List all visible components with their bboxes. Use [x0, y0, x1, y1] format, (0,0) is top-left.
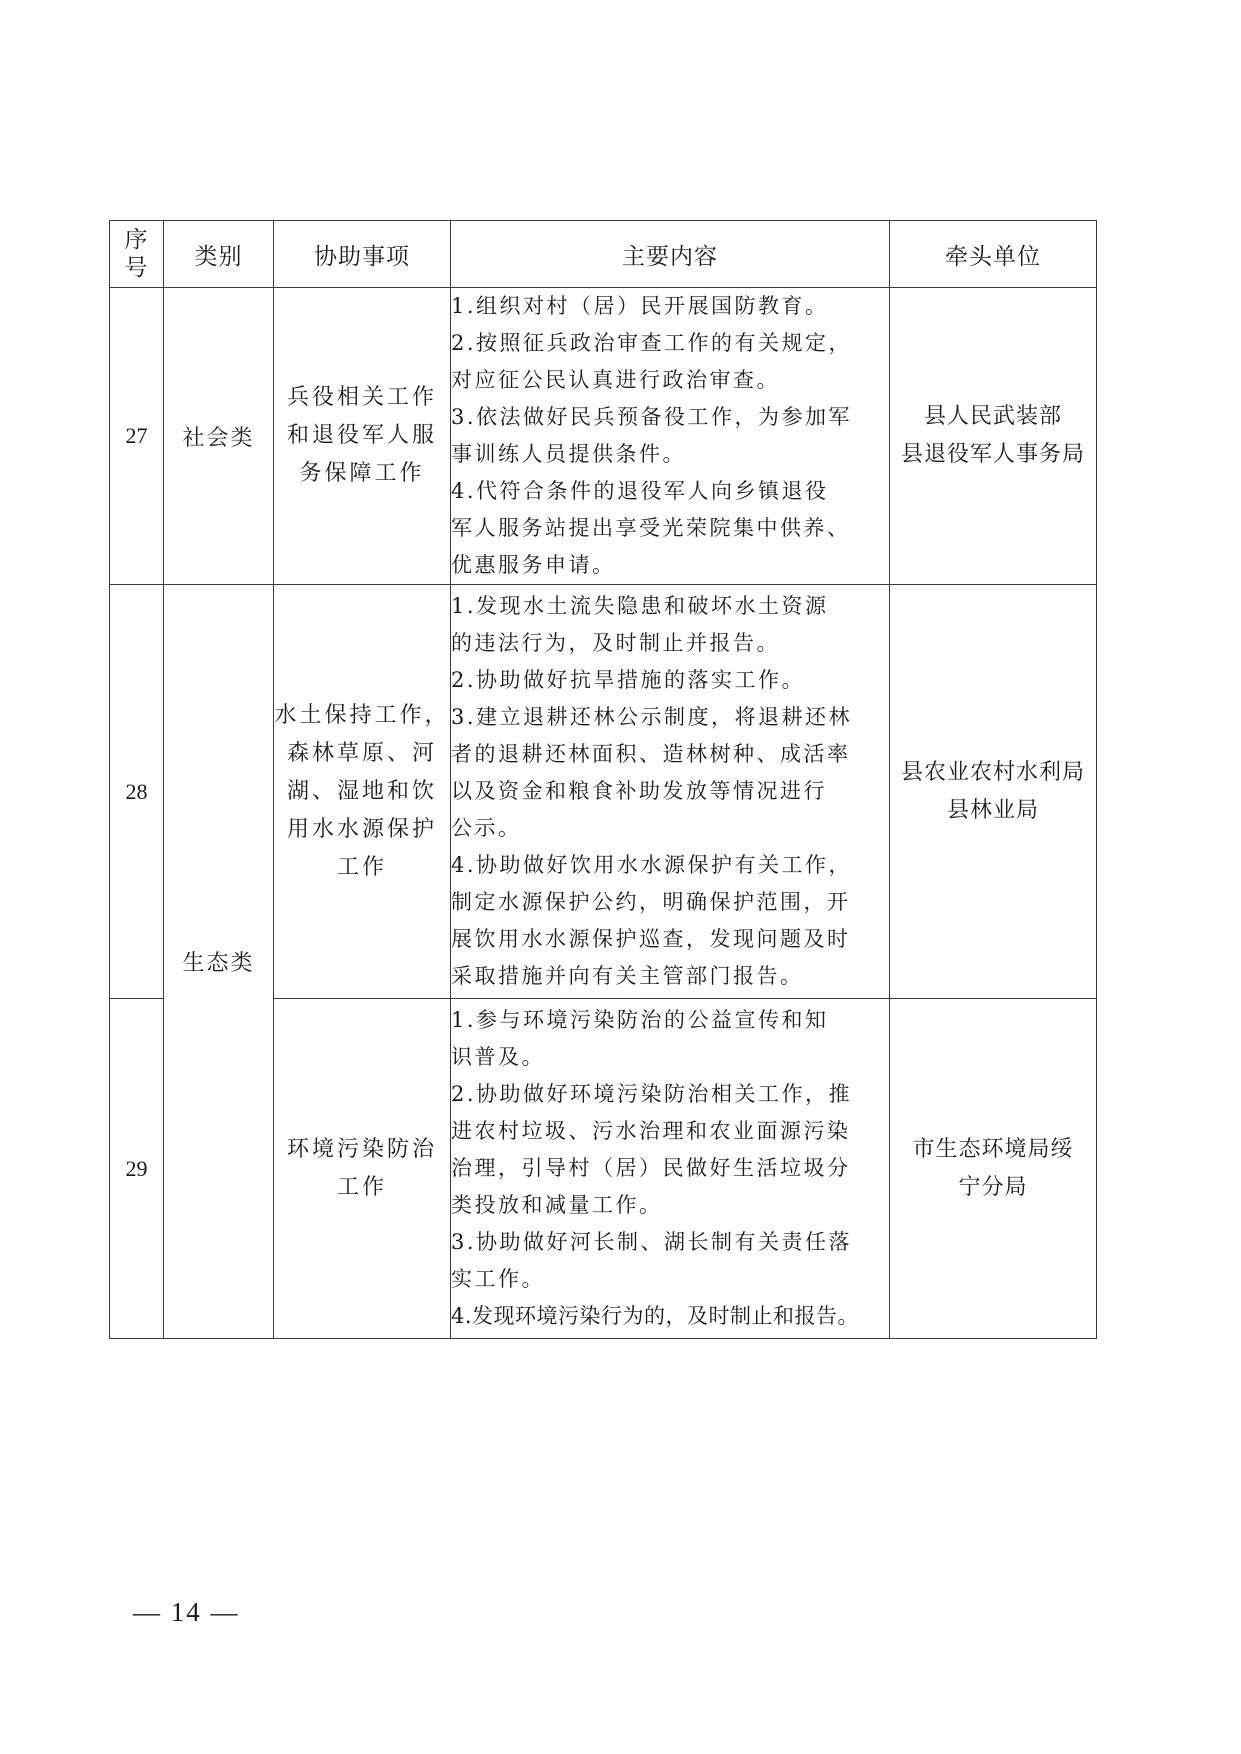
content-line: 4.协助做好饮用水水源保护有关工作， — [451, 853, 853, 877]
content-line: 以及资金和粮食补助发放等情况进行 — [451, 779, 827, 803]
header-category: 类别 — [164, 221, 274, 288]
content-line: 军人服务站提出享受光荣院集中供养、 — [451, 516, 851, 540]
item-line: 工作 — [336, 854, 387, 880]
row-number: 27 — [110, 288, 164, 585]
item-line: 水土保持工作， — [274, 702, 450, 728]
content-line: 3.建立退耕还林公示制度，将退耕还林 — [451, 705, 853, 729]
lead-line: 县林业局 — [946, 797, 1039, 823]
content-line: 制定水源保护公约，明确保护范围，开 — [451, 890, 851, 914]
content-line: 4.发现环境污染行为的，及时制止和报告。 — [451, 1304, 860, 1328]
content-line: 进农村垃圾、污水治理和农业面源污染 — [451, 1119, 851, 1143]
row-category: 社会类 — [164, 288, 274, 585]
content-line: 展饮用水水源保护巡查，发现问题及时 — [451, 927, 851, 951]
lead-line: 宁分局 — [958, 1174, 1028, 1200]
responsibility-table — [109, 220, 1097, 1339]
item-line: 和退役军人服 — [286, 423, 437, 448]
row-number: 29 — [110, 999, 164, 1339]
content-line: 公示。 — [451, 816, 522, 840]
header-serial-number — [110, 221, 164, 288]
header-assist-item: 协助事项 — [274, 221, 451, 288]
content-line: 1.发现水土流失隐患和破坏水土资源 — [451, 594, 829, 618]
item-line: 务保障工作 — [299, 461, 425, 486]
item-line: 兵役相关工作 — [286, 385, 437, 410]
header-serial-line: 号 — [124, 255, 149, 281]
content-line: 3.协助做好河长制、湖长制有关责任落 — [451, 1230, 853, 1254]
row-assist-item — [274, 585, 451, 999]
table-row — [110, 585, 1097, 999]
content-line: 1.参与环境污染防治的公益宣传和知 — [451, 1008, 829, 1032]
row-assist-item — [274, 999, 451, 1339]
content-line: 识普及。 — [451, 1045, 545, 1069]
row-lead-unit — [890, 999, 1097, 1339]
lead-line: 市生态环境局绥 — [912, 1136, 1074, 1162]
content-line: 者的退耕还林面积、造林树种、成活率 — [451, 742, 851, 766]
content-line: 对应征公民认真进行政治审查。 — [451, 368, 780, 392]
content-line: 采取措施并向有关主管部门报告。 — [451, 964, 804, 988]
content-line: 优惠服务申请。 — [451, 553, 616, 577]
item-line: 湖、湿地和饮 — [286, 778, 437, 804]
header-main-content: 主要内容 — [451, 221, 890, 288]
table-row — [110, 288, 1097, 585]
content-line: 的违法行为，及时制止并报告。 — [451, 631, 780, 655]
content-line: 实工作。 — [451, 1267, 545, 1291]
content-line: 3.依法做好民兵预备役工作，为参加军 — [451, 405, 853, 429]
content-line: 2.协助做好抗旱措施的落实工作。 — [451, 668, 806, 692]
row-main-content — [451, 288, 890, 585]
content-line: 2.协助做好环境污染防治相关工作，推 — [451, 1082, 853, 1106]
lead-line: 县农业农村水利局 — [900, 759, 1085, 785]
item-line: 工作 — [336, 1174, 387, 1200]
content-line: 类投放和减量工作。 — [451, 1193, 663, 1217]
row-category: 生态类 — [164, 585, 274, 1339]
content-line: 治理，引导村（居）民做好生活垃圾分 — [451, 1156, 851, 1180]
lead-line: 县退役军人事务局 — [900, 442, 1085, 467]
page-number: — 14 — — [133, 1597, 240, 1627]
row-lead-unit — [890, 288, 1097, 585]
content-line: 1.组织对村（居）民开展国防教育。 — [451, 294, 829, 318]
item-line: 森林草原、河 — [286, 740, 437, 766]
content-line: 2.按照征兵政治审查工作的有关规定， — [451, 331, 853, 355]
row-main-content — [451, 585, 890, 999]
lead-line: 县人民武装部 — [923, 404, 1062, 429]
content-line: 4.代符合条件的退役军人向乡镇退役 — [451, 479, 829, 503]
row-lead-unit — [890, 585, 1097, 999]
row-main-content — [451, 999, 890, 1339]
item-line: 环境污染防治 — [286, 1136, 437, 1162]
header-serial-line: 序 — [124, 227, 149, 253]
table-header-row — [110, 221, 1097, 288]
row-assist-item — [274, 288, 451, 585]
row-number: 28 — [110, 585, 164, 999]
header-lead-unit: 牵头单位 — [890, 221, 1097, 288]
item-line: 用水水源保护 — [286, 816, 437, 842]
content-line: 事训练人员提供条件。 — [451, 442, 686, 466]
